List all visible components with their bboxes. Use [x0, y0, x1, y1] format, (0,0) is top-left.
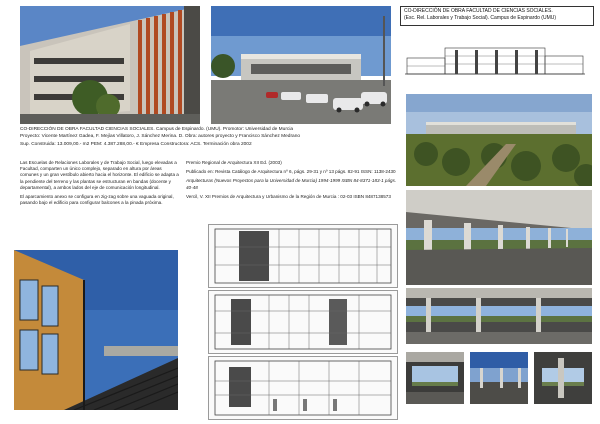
- title-line-2: (Esc. Rel. Laborales y Trabajo Social). Campus de Espinardo (UMU): [404, 14, 557, 21]
- awards-block: [186, 160, 402, 203]
- elevation-drawing: [405, 36, 585, 78]
- award-2: Publicado en: Revista Catálogo de Arquitectura nº 6, págs. 29-31 y nº 13 págs. 82-91 ISSN: 1138-2430: [186, 169, 396, 175]
- floor-plan-2: [208, 290, 398, 354]
- photo-campus-aerial: [406, 94, 592, 186]
- photo-glass-atrium: [14, 250, 178, 410]
- award-3: Arquitecturas (Nuevos Proyectos para la Universidad de Murcia) 1994-1999 ISBN 84-8371-183-1 págs. 40-48: [186, 178, 397, 190]
- credits-block: [20, 126, 400, 148]
- award-4: Vercil, V. XII Premios de Arquitectura y Urbanismo de la Región de Murcia : 02-03 ISBN 8487138573: [186, 193, 391, 199]
- description-paragraph-2: El aparcamiento anexo se configura en zig-zag sobre una vaguada original, pasando bajo el edificio para configurar balcones a la pinada próxima.: [20, 194, 174, 206]
- photo-parking-building: [211, 6, 391, 124]
- photo-gallery-2: [470, 352, 528, 404]
- floor-plan-1: [208, 224, 398, 288]
- description-paragraph-1: Las Escuelas de Relaciones Laborales y de Trabajo Social, luego elevadas a Facultad, comparten un único complejo, separado en altura por áreas comunes y un gran vestíbulo abierto hacia el horizonte. El edificio se adapta a la pendiente del terreno y las plantas se estructuran en bandas (docente y departamental), a ambos lados del eje de comunicación longitudinal.: [20, 160, 179, 190]
- photo-building-facade: [20, 6, 200, 124]
- credits-line-2: Proyecto: Vicente Martínez Gadea, F. Mejías Villatoro, J. Sánchez Merina. D. Obra: autores proyecto y Francisco Sánchez Medrano: [20, 134, 301, 140]
- credits-line-3: Sup. Construida: 13.009,00.- m2 PEM: 4.387.288,00.- € Empresa Constructora: ACS. Terminación obra 2002: [20, 141, 252, 147]
- title-box: [400, 6, 594, 26]
- photo-undercroft: [406, 288, 592, 344]
- credits-line-1: CO-DIRECCIÓN DE OBRA FACULTAD CIENCIAS SOCIALES. Campus de Espinardo. (UMU). Promotor: Universidad de Murcia: [20, 127, 294, 132]
- photo-colonnade: [406, 190, 592, 285]
- photo-gallery-1: [406, 352, 464, 404]
- award-1: Premio Regional de Arquitectura XII Ed. (2003): [186, 160, 282, 165]
- title-line-1: CO-DIRECCIÓN DE OBRA FACULTAD DE CIENCIAS SOCIALES.: [404, 8, 553, 14]
- floor-plan-3: [208, 356, 398, 420]
- description-block: [20, 160, 180, 209]
- photo-gallery-3: [534, 352, 592, 404]
